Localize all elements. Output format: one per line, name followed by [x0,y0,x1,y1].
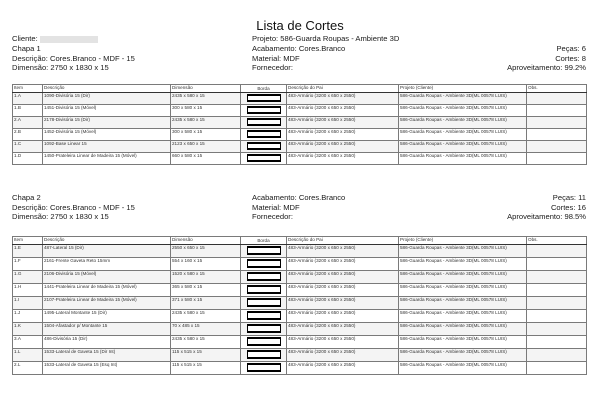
sheet-dimension: Dimensão: 2750 x 1830 x 15 [12,212,109,222]
page-title: Lista de Cortes [256,18,344,33]
cell-notes [527,258,587,271]
header-dimension: Dimensão [171,85,241,93]
header-item: Item [13,237,43,245]
sheet1-stats [507,44,586,73]
cell-notes [527,310,587,323]
cell-edge [241,245,287,258]
header-edge: Borda [241,85,287,93]
cell-item: 1.D [13,153,43,165]
cell-parent-description: 483-Armário (3200 x 650 x 2550) [287,297,399,310]
sheet-name: Chapa 2 [12,193,41,202]
cell-parent-description: 483-Armário (3200 x 650 x 2550) [287,129,399,141]
edge-banding-diagram [247,324,281,333]
edge-banding-diagram [247,142,281,150]
table-row [13,258,587,271]
header-description: Descrição [43,237,171,245]
cell-edge [241,362,287,375]
cell-description: 1495-Lateral Montante 15 (Dir) [43,310,171,323]
table-row [13,105,587,117]
cell-project: 586-Guarda Roupas - Ambiente 3D(ML 00578 LUIS) [399,310,527,323]
cell-edge [241,297,287,310]
sheet-material: Material: MDF [252,202,300,212]
table-row [13,129,587,141]
cell-description: 2161-Frente Gaveta Reto 15mm [43,258,171,271]
sheet-pieces: Peças: 11 [552,193,586,202]
cell-dimension: 2550 x 650 x 15 [171,245,241,258]
cell-item: 2.B [13,129,43,141]
cell-item: 1.E [13,245,43,258]
cell-description: 2178-Divisória 15 (Dir) [43,117,171,129]
table-row [13,362,587,375]
sheet2-stats [507,193,586,222]
cell-item: 1.J [13,310,43,323]
sheet1-material-info [252,44,345,73]
header-item: Item [13,85,43,93]
cell-project: 586-Guarda Roupas - Ambiente 3D(ML 00578 LUIS) [399,336,527,349]
cell-edge [241,117,287,129]
cell-description: 1451-Divisória 15 (Móvel) [43,105,171,117]
cell-project: 586-Guarda Roupas - Ambiente 3D(ML 00578 LUIS) [399,129,527,141]
cell-parent-description: 483-Armário (3200 x 650 x 2550) [287,245,399,258]
cell-dimension: 365 x 580 x 15 [171,284,241,297]
cell-description: 1452-Divisória 15 (Móvel) [43,129,171,141]
cell-description: 486-Divisória 15 (Dir) [43,336,171,349]
sheet-description: Descrição: Cores.Branco - MDF - 15 [12,202,135,212]
table-header-row [13,85,587,93]
header-project: Projeto (Cliente) [399,237,527,245]
edge-banding-diagram [247,350,281,359]
cell-project: 586-Guarda Roupas - Ambiente 3D(ML 00578 LUIS) [399,284,527,297]
table-row [13,93,587,105]
edge-banding-diagram [247,118,281,126]
cell-notes [527,93,587,105]
cell-parent-description: 483-Armário (3200 x 650 x 2550) [287,284,399,297]
cell-edge [241,310,287,323]
cell-dimension: 115 x 515 x 15 [171,362,241,375]
cell-edge [241,349,287,362]
edge-banding-diagram [247,259,281,268]
header-notes: Obs. [527,237,587,245]
cell-notes [527,284,587,297]
cell-item: 1.B [13,105,43,117]
cell-parent-description: 483-Armário (3200 x 650 x 2550) [287,336,399,349]
table-row [13,117,587,129]
cell-project: 586-Guarda Roupas - Ambiente 3D(ML 00578 LUIS) [399,245,527,258]
cell-notes [527,129,587,141]
edge-banding-diagram [247,130,281,138]
cell-description: 1504-Afastador p/ Montante 15 [43,323,171,336]
cell-item: 3.A [13,336,43,349]
sheet2-info [12,193,135,222]
cell-item: 1.A [13,93,43,105]
sheet-usage: Aproveitamento: 98.5% [507,212,586,222]
table-row [13,323,587,336]
cell-edge [241,153,287,165]
client-name-redacted [40,36,98,43]
sheet-pieces: Peças: 6 [556,44,586,53]
cell-item: 1.L [13,349,43,362]
cut-list-table-sheet2 [12,236,587,375]
edge-banding-diagram [247,363,281,372]
sheet-cuts: Cortes: 16 [550,202,586,212]
cell-parent-description: 483-Armário (3200 x 650 x 2550) [287,362,399,375]
cell-item: 1.K [13,323,43,336]
sheet-name: Chapa 1 [12,44,41,53]
cell-notes [527,349,587,362]
cell-project: 586-Guarda Roupas - Ambiente 3D(ML 00578 LUIS) [399,153,527,165]
cell-dimension: 2435 x 580 x 15 [171,117,241,129]
cell-parent-description: 483-Armário (3200 x 650 x 2550) [287,117,399,129]
header-edge: Borda [241,237,287,245]
cell-dimension: 554 x 160 x 15 [171,258,241,271]
cell-project: 586-Guarda Roupas - Ambiente 3D(ML 00578 LUIS) [399,323,527,336]
table-row [13,310,587,323]
cell-edge [241,258,287,271]
header-parent-description: Descrição do Pai [287,237,399,245]
cell-item: 2.A [13,117,43,129]
header-description: Descrição [43,85,171,93]
cell-edge [241,336,287,349]
cell-project: 586-Guarda Roupas - Ambiente 3D(ML 00578 LUIS) [399,297,527,310]
table-row [13,284,587,297]
cell-project: 586-Guarda Roupas - Ambiente 3D(ML 00578 LUIS) [399,349,527,362]
cell-notes [527,271,587,284]
table-row [13,349,587,362]
cell-dimension: 300 x 580 x 15 [171,129,241,141]
edge-banding-diagram [247,94,281,102]
sheet2-material-info [252,193,345,222]
edge-banding-diagram [247,246,281,255]
sheet-usage: Aproveitamento: 99.2% [507,63,586,73]
table-row [13,141,587,153]
cell-description: 1441-Prateleira Linear de Madeira 15 (Móvel) [43,284,171,297]
cell-description: 1450-Prateleira Linear de Madeira 15 (Móvel) [43,153,171,165]
cell-dimension: 70 x 485 x 15 [171,323,241,336]
sheet-supplier: Fornecedor: [252,63,293,73]
cell-item: 1.G [13,271,43,284]
sheet-dimension: Dimensão: 2750 x 1830 x 15 [12,63,109,73]
cut-list-table-sheet1 [12,84,587,165]
cell-edge [241,271,287,284]
cell-dimension: 2123 x 650 x 15 [171,141,241,153]
cell-dimension: 2435 x 580 x 15 [171,336,241,349]
table-row [13,271,587,284]
sheet-finish: Acabamento: Cores.Branco [252,193,346,202]
cell-project: 586-Guarda Roupas - Ambiente 3D(ML 00578 LUIS) [399,258,527,271]
cell-parent-description: 483-Armário (3200 x 650 x 2550) [287,258,399,271]
edge-banding-diagram [247,272,281,281]
cell-edge [241,284,287,297]
cell-parent-description: 483-Armário (3200 x 650 x 2550) [287,271,399,284]
sheet-finish: Acabamento: Cores.Branco [252,44,346,53]
cell-dimension: 660 x 580 x 15 [171,153,241,165]
cell-edge [241,129,287,141]
cell-item: 1.F [13,258,43,271]
cell-dimension: 2435 x 580 x 15 [171,310,241,323]
cell-notes [527,141,587,153]
cell-notes [527,323,587,336]
cell-project: 586-Guarda Roupas - Ambiente 3D(ML 00578 LUIS) [399,117,527,129]
cell-item: 2.L [13,362,43,375]
cell-notes [527,362,587,375]
cell-item: 1.H [13,284,43,297]
cell-parent-description: 483-Armário (3200 x 650 x 2550) [287,310,399,323]
header-parent-description: Descrição do Pai [287,85,399,93]
edge-banding-diagram [247,311,281,320]
project-line: Projeto: 586-Guarda Roupas - Ambiente 3D [252,34,400,43]
cell-dimension: 1520 x 580 x 15 [171,271,241,284]
table-row [13,153,587,165]
cell-project: 586-Guarda Roupas - Ambiente 3D(ML 00578 LUIS) [399,362,527,375]
sheet-description: Descrição: Cores.Branco - MDF - 15 [12,53,135,63]
sheet-material: Material: MDF [252,53,300,63]
cell-description: 1092-Base Linear 15 [43,141,171,153]
cell-notes [527,105,587,117]
cell-edge [241,93,287,105]
client-line [12,34,98,44]
edge-banding-diagram [247,337,281,346]
cell-edge [241,141,287,153]
sheet-cuts: Cortes: 8 [555,53,586,63]
edge-banding-diagram [247,298,281,307]
cell-dimension: 300 x 580 x 15 [171,105,241,117]
cell-notes [527,297,587,310]
cell-notes [527,117,587,129]
cell-parent-description: 483-Armário (3200 x 650 x 2550) [287,323,399,336]
cell-edge [241,323,287,336]
edge-banding-diagram [247,285,281,294]
header-project: Projeto (Cliente) [399,85,527,93]
cell-project: 586-Guarda Roupas - Ambiente 3D(ML 00578 LUIS) [399,141,527,153]
table-header-row [13,237,587,245]
edge-banding-diagram [247,154,281,162]
header-notes: Obs. [527,85,587,93]
cell-dimension: 2435 x 580 x 15 [171,93,241,105]
cell-parent-description: 483-Armário (3200 x 650 x 2550) [287,153,399,165]
cell-project: 586-Guarda Roupas - Ambiente 3D(ML 00578 LUIS) [399,93,527,105]
header-dimension: Dimensão [171,237,241,245]
table-row [13,245,587,258]
cell-item: 1.I [13,297,43,310]
cell-edge [241,105,287,117]
cell-dimension: 115 x 515 x 15 [171,349,241,362]
table-row [13,297,587,310]
sheet-supplier: Fornecedor: [252,212,293,222]
cell-description: 2106-Divisória 15 (Móvel) [43,271,171,284]
cell-description: 1533-Lateral de Gaveta 15 (Esq Int) [43,362,171,375]
cell-parent-description: 483-Armário (3200 x 650 x 2550) [287,349,399,362]
sheet1-info [12,44,135,73]
cell-project: 586-Guarda Roupas - Ambiente 3D(ML 00578 LUIS) [399,105,527,117]
cell-item: 1.C [13,141,43,153]
cell-parent-description: 483-Armário (3200 x 650 x 2550) [287,93,399,105]
cell-parent-description: 483-Armário (3200 x 650 x 2550) [287,141,399,153]
cell-description: 1090-Divisória 15 (Dir) [43,93,171,105]
cell-description: 487-Lateral 15 (Dir) [43,245,171,258]
table-row [13,336,587,349]
cell-description: 1533-Lateral de Gaveta 15 (Dir Int) [43,349,171,362]
client-label: Cliente: [12,34,38,43]
cell-project: 586-Guarda Roupas - Ambiente 3D(ML 00578 LUIS) [399,271,527,284]
cell-notes [527,153,587,165]
cell-description: 2107-Prateleira Linear de Madeira 15 (Móvel) [43,297,171,310]
cell-notes [527,245,587,258]
edge-banding-diagram [247,106,281,114]
cell-dimension: 371 x 580 x 15 [171,297,241,310]
cell-parent-description: 483-Armário (3200 x 650 x 2550) [287,105,399,117]
cell-notes [527,336,587,349]
